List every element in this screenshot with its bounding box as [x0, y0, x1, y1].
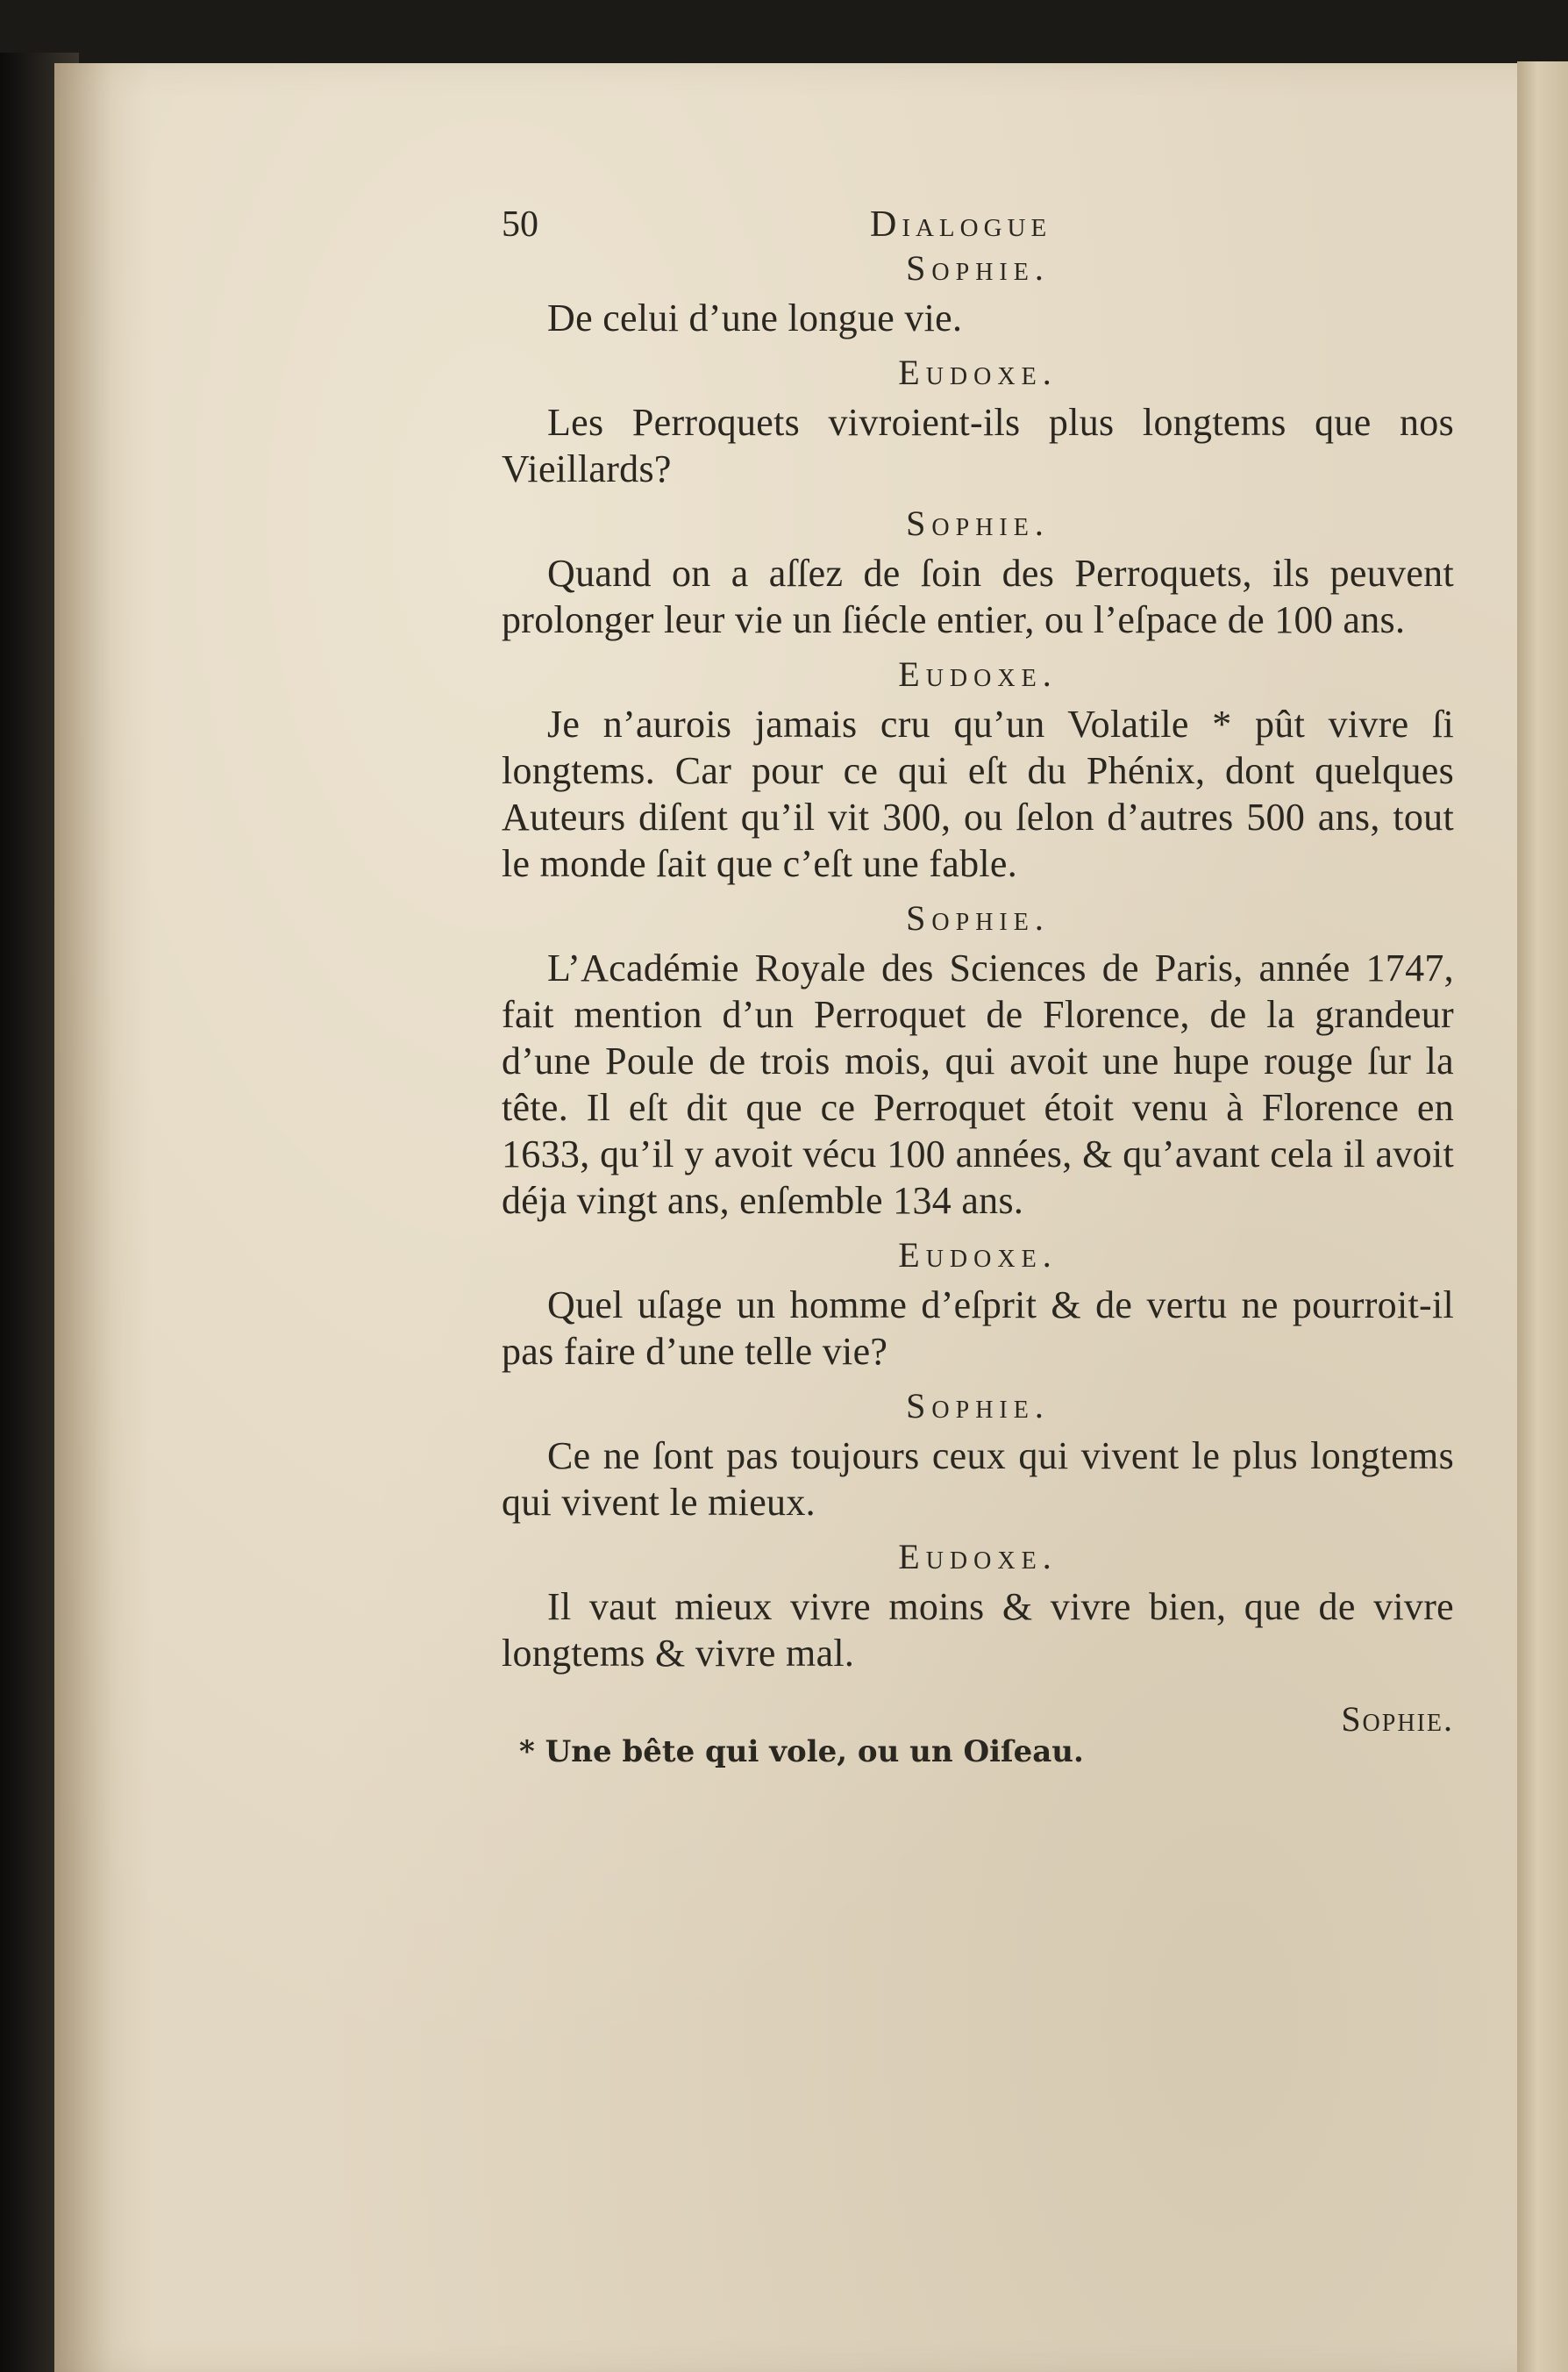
running-title: Dialogue — [870, 204, 1052, 245]
dialogue-line: Les Perroquets vivroient-ils plus longtems que nos Vieillards? — [502, 401, 1454, 490]
speaker-name: Eudoxe. — [898, 1235, 1058, 1275]
speaker-name: Eudoxe. — [898, 1537, 1058, 1576]
speaker-name: Sophie. — [906, 504, 1050, 543]
dialogue-line: Il vaut mieux vivre moins & vivre bien, que de vivre longtems & vivre mal. — [502, 1585, 1454, 1675]
speaker-name: Sophie. — [906, 898, 1050, 938]
speaker-name: Eudoxe. — [898, 353, 1058, 392]
dialogue-line: Ce ne ſont pas toujours ceux qui vivent le plus longtems qui vivent le mieux. — [502, 1434, 1454, 1524]
page-number: 50 — [502, 204, 538, 245]
speaker-name: Sophie. — [906, 248, 1050, 288]
page-gutter-shadow — [54, 63, 151, 2372]
dialogue-line: Quel uſage un homme d’eſprit & de vertu ne pourroit-il pas faire d’une telle vie? — [502, 1283, 1454, 1373]
catchword: Sophie. — [1341, 1699, 1454, 1739]
speaker-name: Eudoxe. — [898, 654, 1058, 694]
dialogue-line: L’Académie Royale des Sciences de Paris, année 1747, fait mention d’un Perroquet de Florence, de la grandeur d’une Poule de trois mois, qui avoit une hupe rouge ſur la tête. Il eſt dit que ce Perroquet étoit venu à Florence en 1633, qu’il y avoit vécu 100 années, & qu’avant cela il avoit déja vingt ans, enſemble 134 ans. — [502, 947, 1454, 1222]
page-footer — [502, 1689, 1454, 1769]
footnote: * Une bête qui vole, ou un Oiſeau. — [519, 1734, 1084, 1769]
running-head — [502, 175, 1454, 245]
speaker-name: Sophie. — [906, 1386, 1050, 1425]
page-text-block — [502, 175, 1454, 1769]
dialogue-line: De celui d’une longue vie. — [547, 296, 963, 339]
dialogue-line: Je n’aurois jamais cru qu’un Volatile * pût vivre ſi longtems. Car pour ce qui eſt du Phénix, dont quelques Auteurs diſent qu’il vit 300, ou ſelon d’autres 500 ans, tout le monde ſait que c’eſt une fable. — [502, 703, 1454, 885]
dialogue-line: Quand on a aſſez de ſoin des Perroquets, ils peuvent prolonger leur vie un ſiécle entier, ou l’eſpace de 100 ans. — [502, 552, 1454, 641]
facing-page-edge — [1517, 61, 1568, 2372]
